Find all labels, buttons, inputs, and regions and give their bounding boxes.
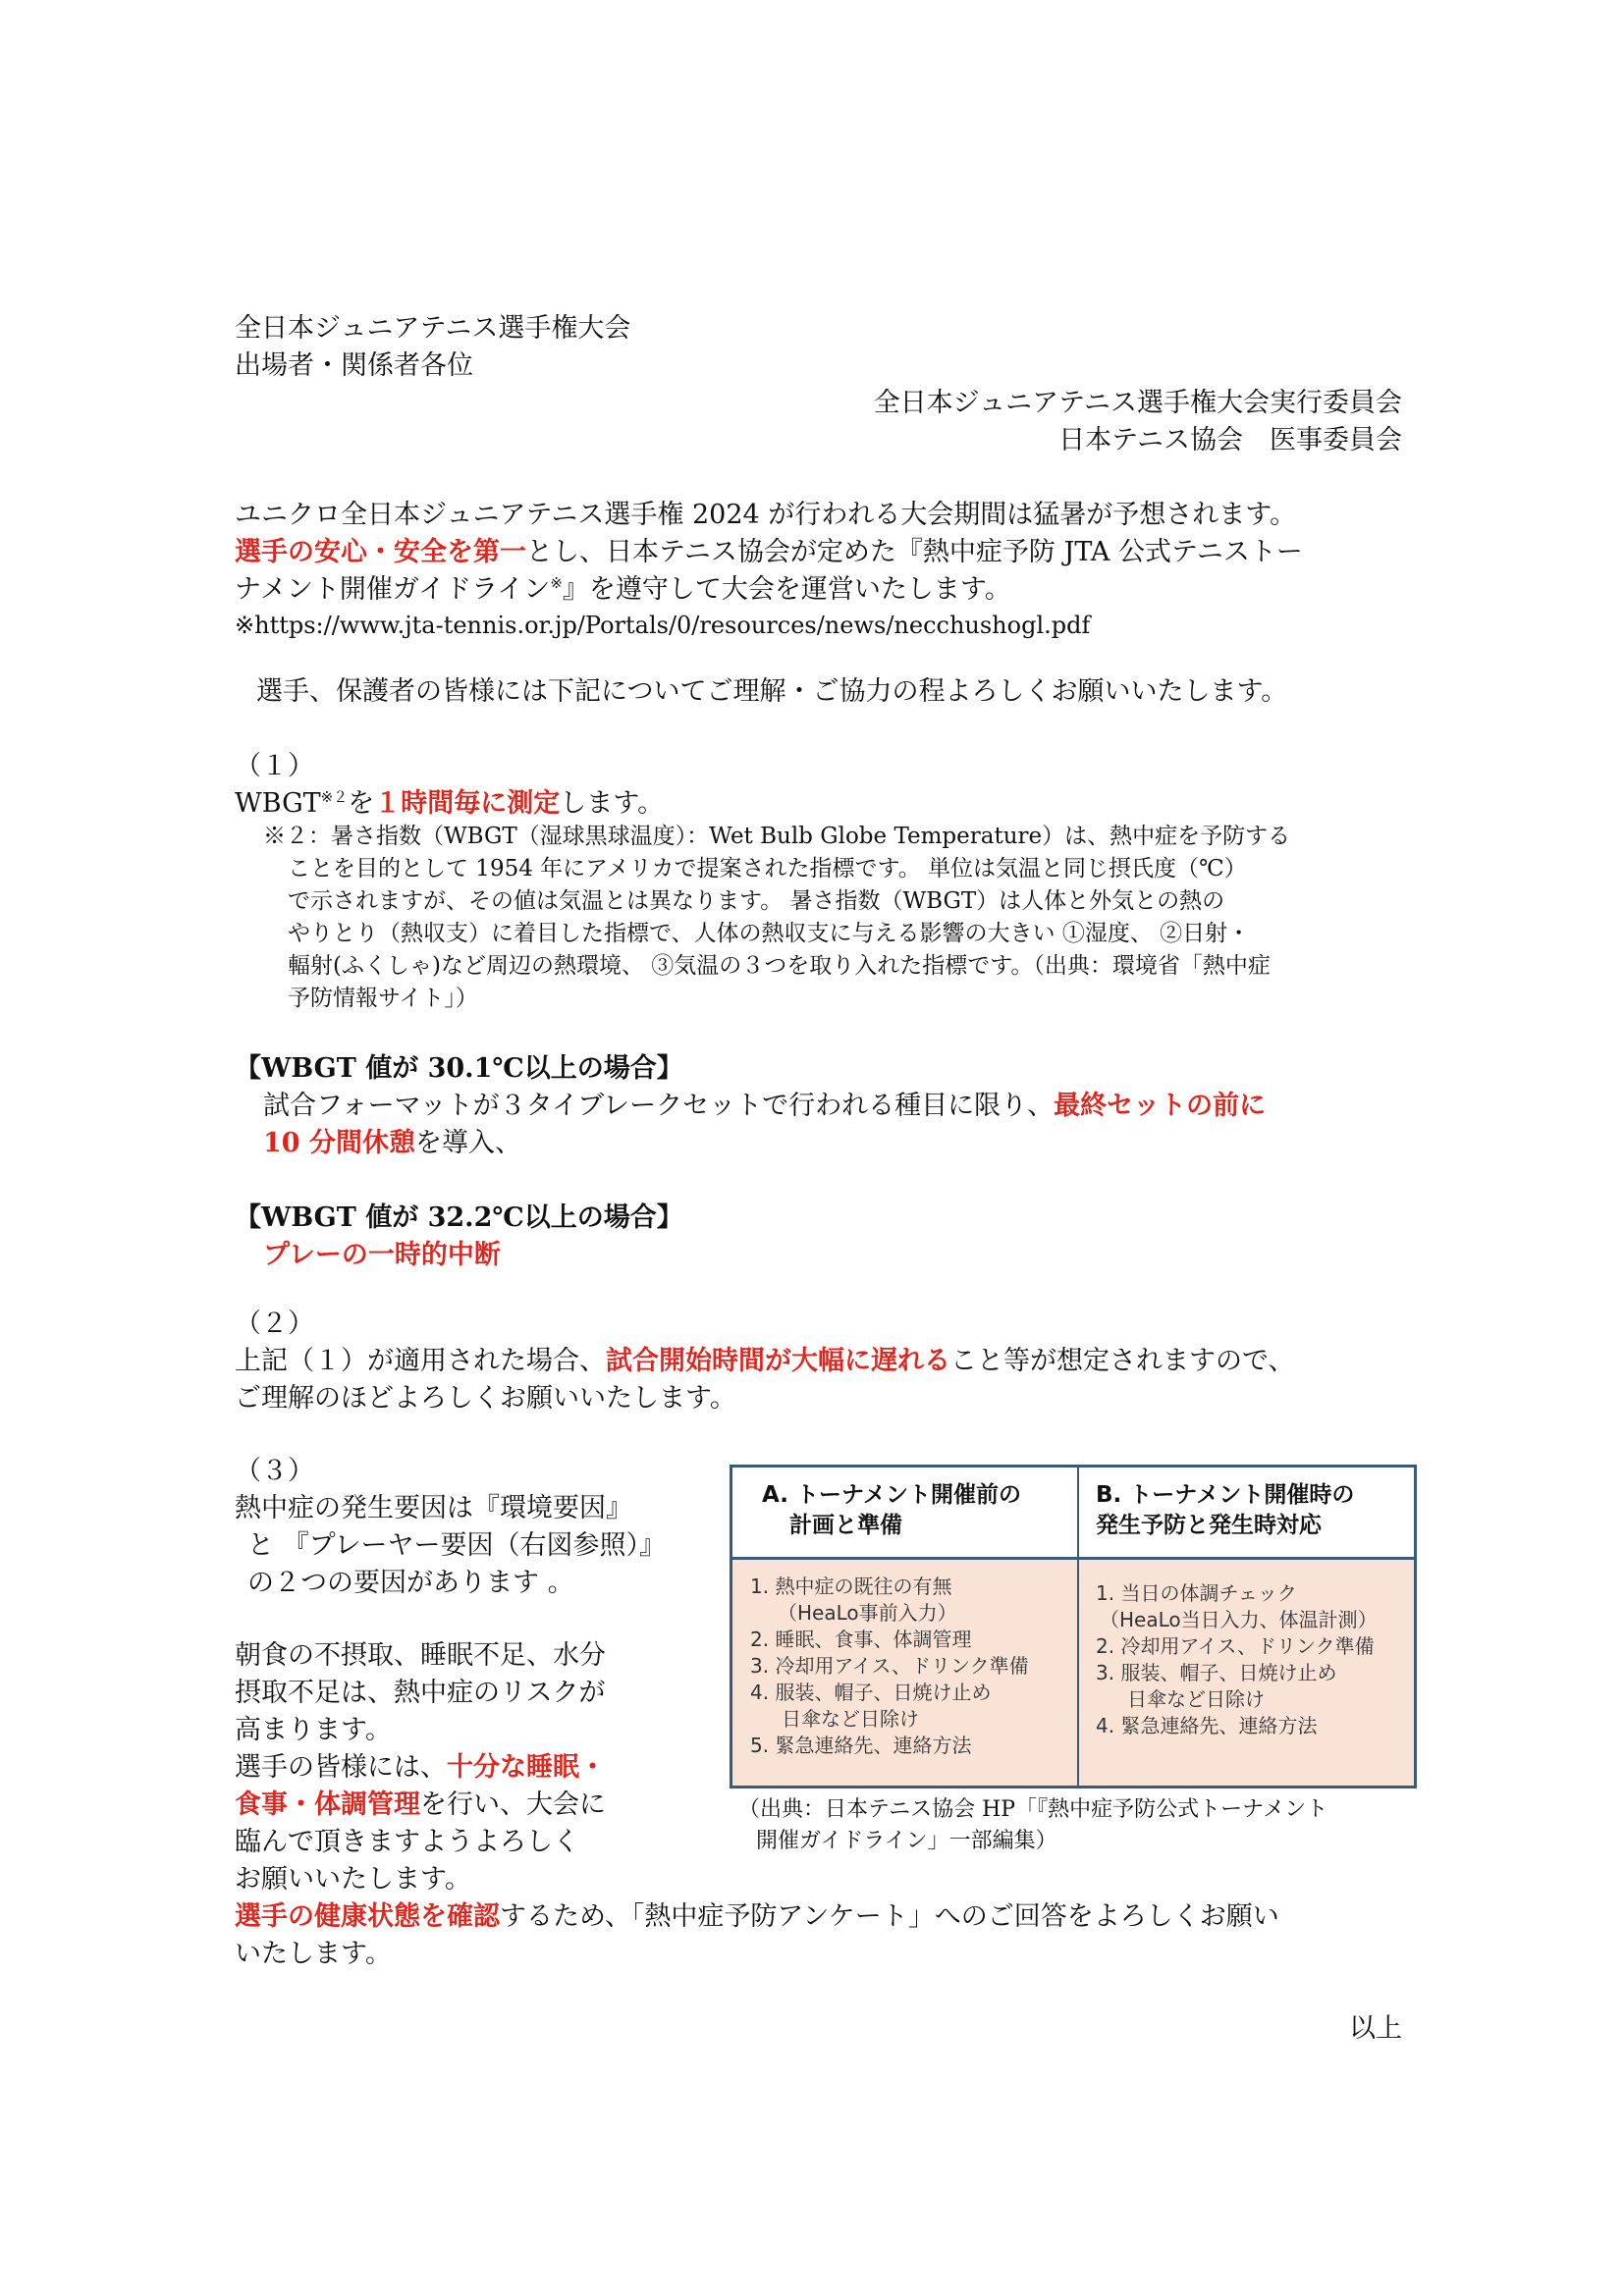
wbgt-note-line-3: で示されますが、その値は気温とは異なります。 暑さ指数（WBGT）は人体と外気との熱の (288, 888, 1225, 914)
intro-line-3-text: ナメント開催ガイドライン (235, 574, 551, 605)
case-1-highlight-2: 10 分間休憩 (263, 1128, 415, 1158)
wbgt-note-line-1: ※２：暑さ指数（WBGT（湿球黒球温度）：Wet Bulb Globe Temperature）は、熱中症を予防する (263, 824, 1291, 849)
case-2-highlight: プレーの一時的中断 (263, 1240, 501, 1270)
section-3-line-11-text: するため、「熱中症予防アンケート」へのご回答をよろしくお願い (500, 1901, 1279, 1932)
section-2-line-1 (235, 1343, 1294, 1380)
intro-line-3 (235, 571, 1011, 609)
table-caption-line-1: （出典：日本テニス協会 HP「『熱中症予防公式トーナメント (738, 1797, 1328, 1822)
section-2-text-end: こと等が想定されますので、 (950, 1346, 1295, 1376)
section-3-highlight-1: 十分な睡眠・ (447, 1752, 606, 1783)
wbgt-text: を (348, 788, 375, 819)
table-a-item: 2. 睡眠、食事、体調管理 (750, 1628, 972, 1651)
table-head-a-line-2: 計画と準備 (789, 1513, 902, 1538)
intro-line-3-rest: 』を遵守して大会を運営いたします。 (562, 574, 1011, 605)
section-3-highlight-2: 食事・体調管理 (235, 1789, 420, 1820)
section-3-line-6: 高まります。 (235, 1715, 392, 1745)
table-b-item: 3. 服装、帽子、日焼け止め (1096, 1661, 1337, 1684)
table-column-divider (1077, 1468, 1079, 1786)
section-1-lead (235, 785, 664, 823)
wbgt-note-line-5: 輻射(ふくしゃ)など周辺の熱環境、 ③気温の３つを取り入れた指標です。（出典：環境省「熱中症 (288, 953, 1271, 979)
section-3-line-4: 朝食の不摂取、睡眠不足、水分 (235, 1640, 606, 1671)
table-head-b-line-1: B. トーナメント開催時の (1096, 1482, 1355, 1508)
closing: 以上 (1349, 2013, 1402, 2044)
section-3-line-10: お願いいたします。 (235, 1864, 471, 1895)
table-head-b-line-2: 発生予防と発生時対応 (1096, 1513, 1322, 1538)
section-3-line-1: 熱中症の発生要因は『環境要因』 (235, 1493, 632, 1523)
wbgt-note-line-6: 予防情報サイト」） (288, 986, 478, 1011)
intro-highlight: 選手の安心・安全を第一 (235, 537, 526, 567)
table-a-item: 1. 熱中症の既往の有無 (750, 1575, 952, 1598)
table-a-item: 日傘など日除け (782, 1707, 919, 1731)
wbgt-text-end: します。 (560, 788, 665, 819)
guideline-url: ※https://www.jta-tennis.or.jp/Portals/0/resources/news/necchushogl.pdf (235, 612, 1091, 639)
request-line: 選手、保護者の皆様には下記についてご理解・ご協力の程よろしくお願いいたします。 (256, 676, 1288, 707)
section-3-line-12: いたします。 (235, 1939, 392, 1969)
section-2-highlight: 試合開始時間が大幅に遅れる (606, 1346, 950, 1376)
section-3-line-9: 臨んで頂きますようよろしく (235, 1827, 579, 1857)
case-1-text: 試合フォーマットが３タイブレークセットで行われる種目に限り、 (263, 1091, 1055, 1121)
intro-footnote-mark: ※ (550, 574, 563, 592)
section-3-line-7-text: 選手の皆様には、 (235, 1752, 447, 1783)
table-a-item: 4. 服装、帽子、日焼け止め (750, 1681, 992, 1704)
intro-line-1: ユニクロ全日本ジュニアテニス選手権 2024 が行われる大会期間は猛暑が予想されます。 (235, 500, 1297, 530)
table-a-item: 3. 冷却用アイス、ドリンク準備 (750, 1654, 1029, 1678)
recipient-line-1: 全日本ジュニアテニス選手権大会 (235, 313, 631, 344)
section-2-number: （２） (235, 1308, 314, 1339)
table-b-item: 日傘など日除け (1127, 1687, 1265, 1711)
sender-line-1: 全日本ジュニアテニス選手権大会実行委員会 (873, 388, 1402, 418)
table-b-item: 1. 当日の体調チェック (1096, 1581, 1297, 1605)
wbgt-measure-highlight: １時間毎に測定 (374, 788, 561, 819)
section-3-highlight-3: 選手の健康状態を確認 (235, 1901, 500, 1932)
sender-line-2: 日本テニス協会 医事委員会 (1058, 425, 1402, 455)
table-a-item: 5. 緊急連絡先、連絡方法 (750, 1734, 972, 1757)
section-3-line-11 (235, 1898, 1279, 1936)
case-1-highlight-1: 最終セットの前に (1054, 1091, 1267, 1121)
section-3-line-8 (235, 1787, 606, 1824)
intro-line-2-text: とし、日本テニス協会が定めた『熱中症予防 JTA 公式テニストー (526, 537, 1303, 567)
section-3-line-5: 摂取不足は、熱中症のリスクが (235, 1678, 606, 1708)
table-column-a-items (750, 1574, 1029, 1759)
table-b-item: 2. 冷却用アイス、ドリンク準備 (1096, 1634, 1375, 1658)
intro-line-2 (235, 534, 1303, 571)
case-1-line-1 (263, 1088, 1266, 1125)
section-2-text: 上記（１）が適用された場合、 (235, 1346, 606, 1376)
case-1-line-2 (263, 1125, 521, 1162)
section-3-line-2: と 『プレーヤー要因（右図参照）』 (247, 1530, 667, 1561)
section-3-number: （３） (235, 1456, 314, 1486)
section-3-line-7 (235, 1749, 606, 1787)
wbgt-note-line-2: ことを目的として 1954 年にアメリカで提案された指標です。 単位は気温と同じ摂氏度（℃） (288, 856, 1247, 881)
section-2-line-2: ご理解のほどよろしくお願いいたします。 (235, 1383, 736, 1414)
table-b-item: （HeaLo当日入力、体温計測） (1100, 1608, 1378, 1631)
wbgt-note-line-4: やりとり（熱収支）に着目した指標で、人体の熱収支に与える影響の大きい ①湿度、 ②日射・ (288, 921, 1251, 946)
table-b-item: 4. 緊急連絡先、連絡方法 (1096, 1714, 1318, 1737)
table-a-item: （HeaLo事前入力） (778, 1601, 957, 1625)
section-1-number: （１） (235, 751, 314, 781)
case-1-text-end: を導入、 (414, 1128, 521, 1158)
table-head-a-line-1: A. トーナメント開催前の (762, 1482, 1022, 1508)
table-column-b-items (1096, 1580, 1378, 1739)
table-caption-line-2: 開催ガイドライン」一部編集） (756, 1829, 1057, 1853)
section-3-line-8-text: を行い、大会に (420, 1789, 606, 1820)
section-3-line-3: の２つの要因があります 。 (247, 1568, 574, 1598)
recipient-line-2: 出場者・関係者各位 (235, 350, 473, 381)
prevention-table (730, 1465, 1417, 1789)
case-2-title: 【WBGT 値が 32.2℃以上の場合】 (235, 1202, 683, 1233)
wbgt-footnote-mark: ※２ (320, 788, 349, 806)
case-1-title: 【WBGT 値が 30.1℃以上の場合】 (235, 1053, 683, 1084)
wbgt-label: WBGT (235, 788, 321, 819)
